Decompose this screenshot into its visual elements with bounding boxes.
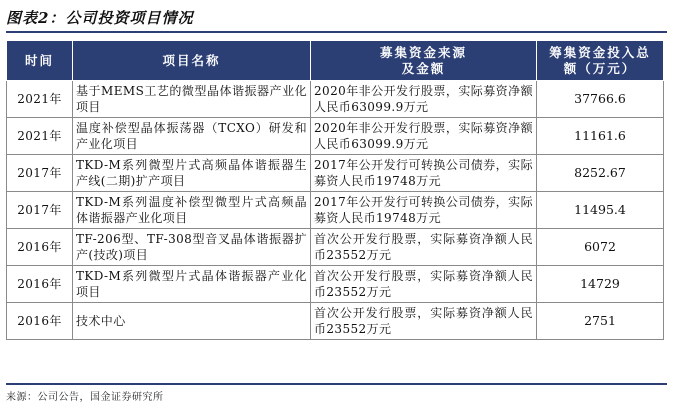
cell-project: 技术中心 xyxy=(73,303,311,340)
table-row xyxy=(7,155,664,192)
cell-source: 2017年公开发行可转换公司债券，实际募资人民币19748万元 xyxy=(311,155,537,192)
table-header-row xyxy=(7,41,664,81)
cell-year: 2021年 xyxy=(7,118,73,155)
table-row xyxy=(7,266,664,303)
cell-amount: 14729 xyxy=(537,266,664,303)
header-year: 时间 xyxy=(7,41,73,81)
cell-project: TF-206型、TF-308型音叉晶体谐振器扩产(技改)项目 xyxy=(73,229,311,266)
cell-amount: 2751 xyxy=(537,303,664,340)
cell-source: 2017年公开发行可转换公司债券，实际募资人民币19748万元 xyxy=(311,192,537,229)
table-row xyxy=(7,118,664,155)
cell-amount: 11495.4 xyxy=(537,192,664,229)
cell-year: 2016年 xyxy=(7,229,73,266)
cell-amount: 11161.6 xyxy=(537,118,664,155)
header-project: 项目名称 xyxy=(73,41,311,81)
table-row xyxy=(7,81,664,118)
top-divider xyxy=(6,31,667,33)
bottom-divider xyxy=(6,383,667,385)
table-row xyxy=(7,303,664,340)
cell-project: 温度补偿型晶体振荡器（TCXO）研发和产业化项目 xyxy=(73,118,311,155)
cell-project: TKD-M系列微型片式晶体谐振器产业化项目 xyxy=(73,266,311,303)
cell-source: 2020年非公开发行股票，实际募资净额人民币63099.9万元 xyxy=(311,118,537,155)
cell-source: 2020年非公开发行股票，实际募资净额人民币63099.9万元 xyxy=(311,81,537,118)
cell-amount: 37766.6 xyxy=(537,81,664,118)
header-source: 募集资金来源 及金额 xyxy=(311,41,537,81)
header-amount: 筹集资金投入总 额（万元） xyxy=(537,41,664,81)
cell-year: 2017年 xyxy=(7,192,73,229)
cell-year: 2017年 xyxy=(7,155,73,192)
cell-year: 2016年 xyxy=(7,303,73,340)
cell-project: 基于MEMS工艺的微型晶体谐振器产业化项目 xyxy=(73,81,311,118)
cell-year: 2021年 xyxy=(7,81,73,118)
table-row xyxy=(7,229,664,266)
cell-amount: 8252.67 xyxy=(537,155,664,192)
investment-table xyxy=(6,40,664,340)
cell-source: 首次公开发行股票，实际募资净额人民币23552万元 xyxy=(311,229,537,266)
source-note: 来源：公司公告，国金证券研究所 xyxy=(6,392,164,403)
table-row xyxy=(7,192,664,229)
cell-source: 首次公开发行股票，实际募资净额人民币23552万元 xyxy=(311,303,537,340)
figure-title: 图表2：公司投资项目情况 xyxy=(6,9,194,27)
cell-project: TKD-M系列微型片式高频晶体谐振器生产线(二期)扩产项目 xyxy=(73,155,311,192)
cell-source: 首次公开发行股票，实际募资净额人民币23552万元 xyxy=(311,266,537,303)
cell-project: TKD-M系列温度补偿型微型片式高频晶体谐振器产业化项目 xyxy=(73,192,311,229)
cell-year: 2016年 xyxy=(7,266,73,303)
cell-amount: 6072 xyxy=(537,229,664,266)
